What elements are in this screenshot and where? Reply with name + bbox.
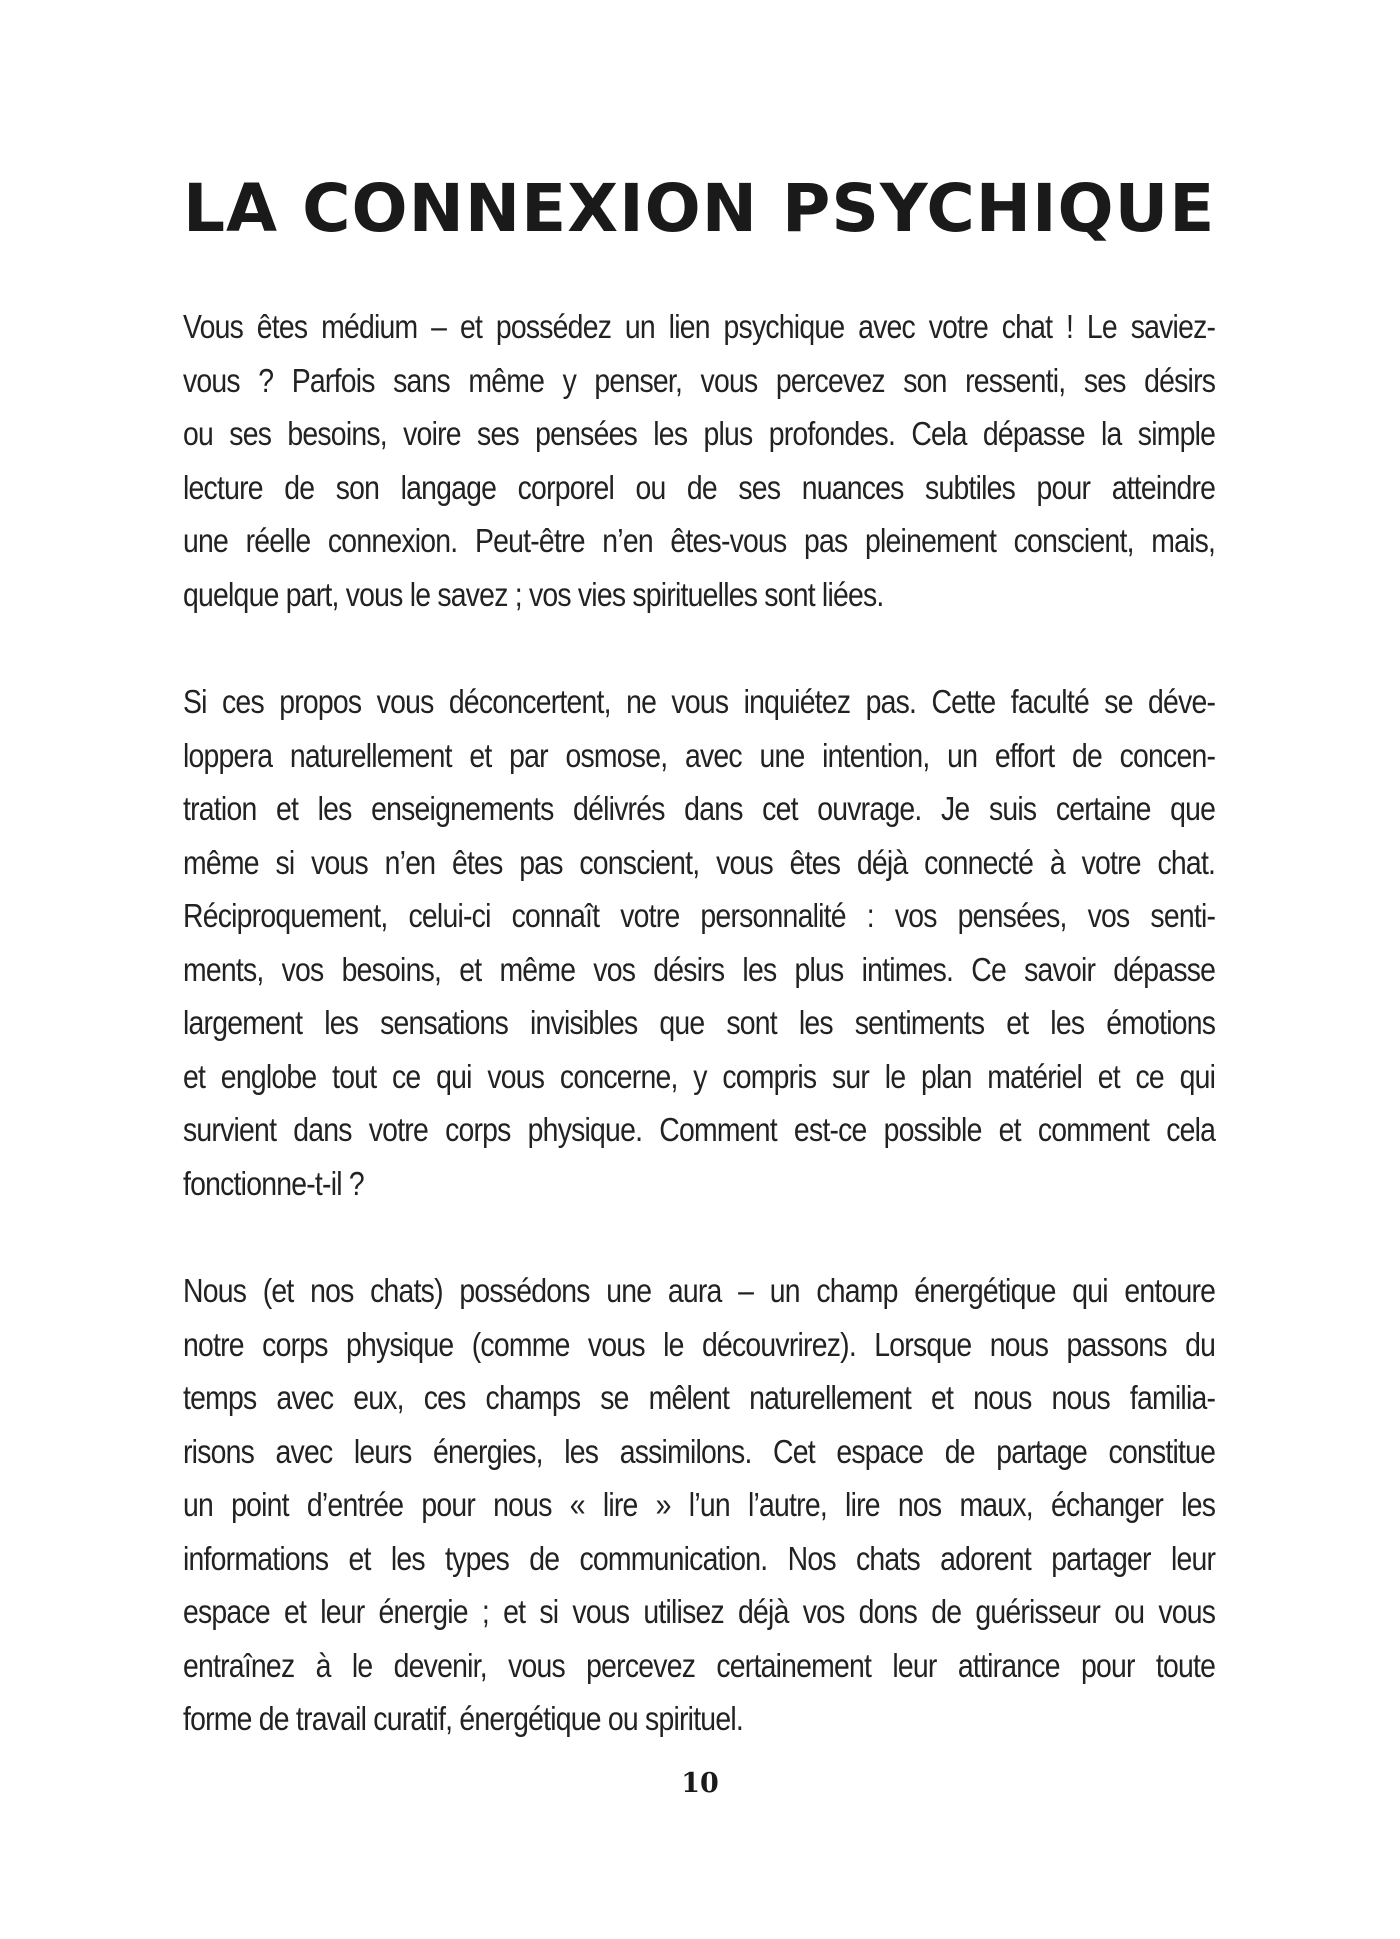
text-line: une réelle connexion. Peut-être n’en êtes-vous pas pleinement conscient, mais, — [183, 522, 1216, 559]
text-line: Si ces propos vous déconcertent, ne vous inquiétez pas. Cette faculté se déve- — [183, 683, 1216, 720]
text-line: entraînez à le devenir, vous percevez certainement leur attirance pour toute — [183, 1646, 1216, 1684]
text-line: Nous (et nos chats) possédons une aura – un champ énergétique qui entoure — [183, 1272, 1216, 1309]
text-line: vous ? Parfois sans même y penser, vous percevez son ressenti, ses désirs — [183, 361, 1216, 399]
text-line: fonctionne-t-il ? — [183, 1164, 364, 1202]
text-line: espace et leur énergie ; et si vous utilisez déjà vos dons de guérisseur ou vous — [183, 1593, 1216, 1630]
text-line: et englobe tout ce qui vous concerne, y compris sur le plan matériel et ce qui — [183, 1057, 1216, 1095]
text-line: notre corps physique (comme vous le découvrirez). Lorsque nous passons du — [183, 1325, 1216, 1363]
text-line: même si vous n’en êtes pas conscient, vous êtes déjà connecté à votre chat. — [183, 843, 1216, 881]
text-line: Vous êtes médium – et possédez un lien psychique avec votre chat ! Le saviez- — [183, 308, 1216, 345]
paragraph-gap — [183, 621, 1215, 675]
text-line: loppera naturellement et par osmose, avec une intention, un effort de concen- — [183, 736, 1216, 774]
text-line: largement les sensations invisibles que sont les sentiments et les émotions — [183, 1004, 1216, 1041]
page-number: 10 — [681, 1768, 719, 1799]
text-line: risons avec leurs énergies, les assimilons. Cet espace de partage constitue — [183, 1432, 1216, 1470]
text-line: un point d’entrée pour nous « lire » l’un l’autre, lire nos maux, échanger les — [183, 1486, 1216, 1523]
paragraph-gap — [183, 1210, 1215, 1264]
text-line: tration et les enseignements délivrés dans cet ouvrage. Je suis certaine que — [183, 790, 1216, 827]
text-line: informations et les types de communication. Nos chats adorent partager leur — [183, 1539, 1216, 1577]
text-line: quelque part, vous le savez ; vos vies spirituelles sont liées. — [183, 575, 884, 613]
chapter-title: LA CONNEXION PSYCHIQUE — [183, 170, 1216, 247]
text-line: survient dans votre corps physique. Comment est-ce possible et comment cela — [183, 1111, 1216, 1148]
body-text — [183, 300, 1215, 1746]
paragraph-3 — [183, 1264, 1215, 1746]
paragraph-2 — [183, 675, 1215, 1210]
text-line: temps avec eux, ces champs se mêlent naturellement et nous nous familia- — [183, 1379, 1216, 1416]
text-line: ou ses besoins, voire ses pensées les plus profondes. Cela dépasse la simple — [183, 415, 1216, 452]
text-line: forme de travail curatif, énergétique ou spirituel. — [183, 1700, 743, 1737]
paragraph-1 — [183, 300, 1215, 621]
text-line: lecture de son langage corporel ou de ses nuances subtiles pour atteindre — [183, 468, 1216, 506]
text-line: ments, vos besoins, et même vos désirs les plus intimes. Ce savoir dépasse — [183, 950, 1216, 988]
text-line: Réciproquement, celui-ci connaît votre personnalité : vos pensées, vos senti- — [183, 897, 1216, 934]
